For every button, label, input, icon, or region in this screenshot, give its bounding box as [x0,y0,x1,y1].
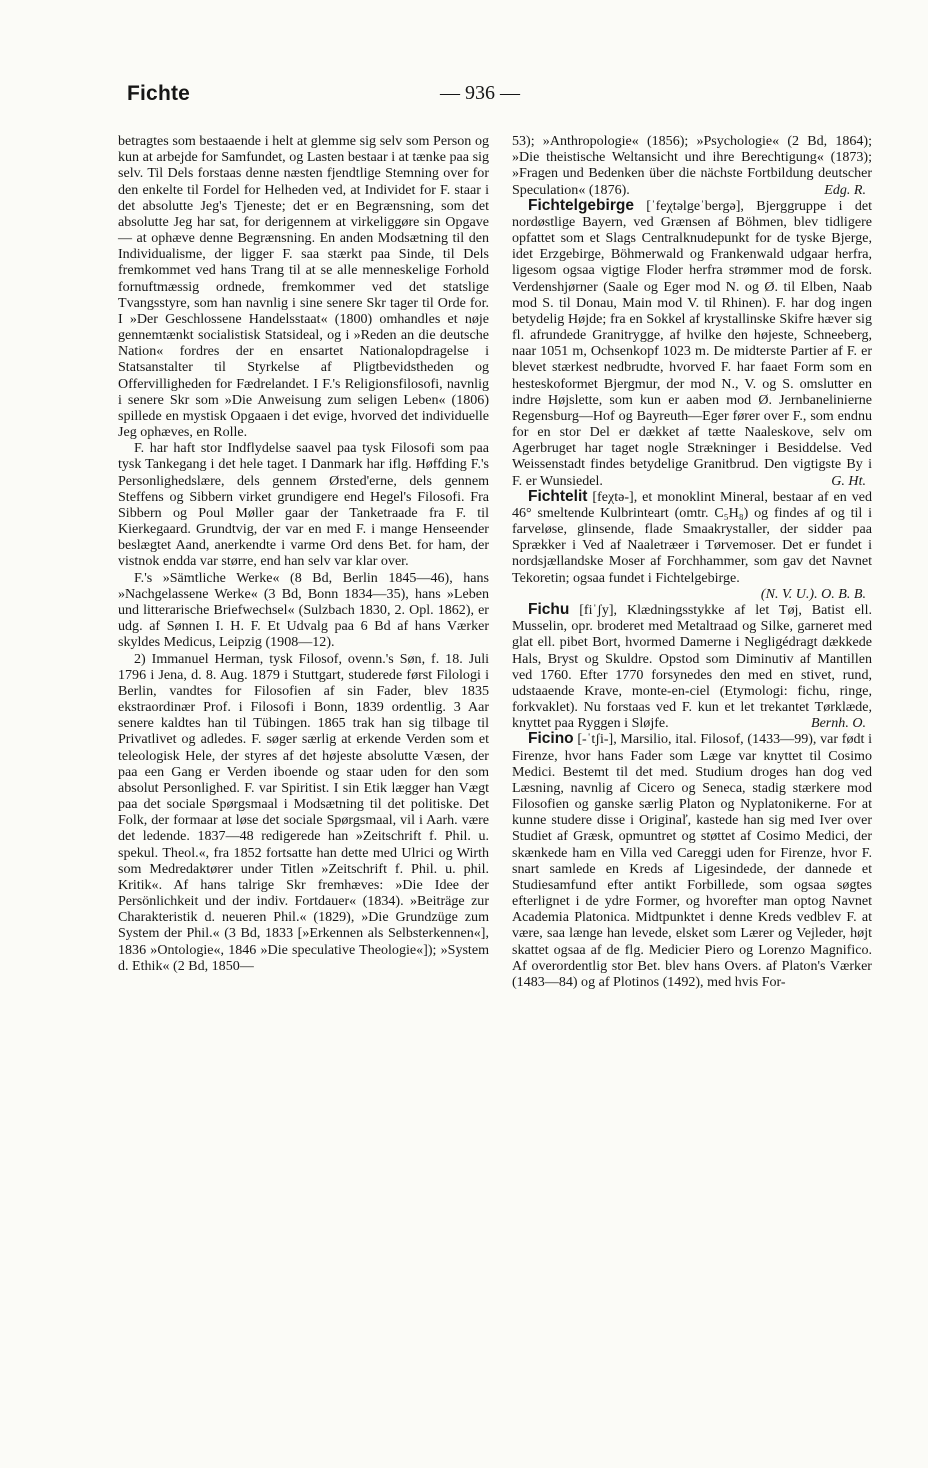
entry-fichu [512,602,872,731]
author-signature: Bernh. O. [810,715,866,732]
paragraph: betragtes som bestaaende i helt at glemme sig selv som Person og kun at arbejde for Samfundet, og Lasten bestaar i at tænke paa sig selv. Til Dels forstaas denne næsten fjendtlige Stemning over for den enkelte til Fordel for Helheden ved, at Individet for F. staar i det absolutte Jeg's Tjeneste; det er en Begrænsning, som det absolutte Jeg har sat, for derigennem at virkeliggøre sin Opgave — at ophæve denne Begrænsning. En anden Modsætning til den Individualisme, der ligger F. saa stærkt paa Sinde, til Dels fremkommet ved hans Trang til at se alle menneskelige Forhold fornuftmæssig ordnede, fremkommer ved det statslige Tvangsstyre, som han navnlig i sine senere Skr tager til Orde for. I »Der Geschlossene Handelsstaat« (1800) omhandles et nøje gennemtænkt socialistisk Statsideal, og i »Reden an die deutsche Nation« fordres der en ensartet Nationalopdragelse i Statsanstalter til Styrkelse af Pligtbevidstheden og Offervilligheden for Fædrelandet. I F.'s Religionsfilosofi, navnlig i senere Skr som »Die Anweisung zum seligen Leben« (1806) spillede en mystisk Opgaaen i det evige, hvorved det individuelle Jeg ophæves, en Rolle. [118,133,489,441]
paragraph-text: 53); »Anthropologie« (1856); »Psychologie« (2 Bd, 1864); »Die theistische Weltansicht und ihre Berechtigung« (1873); »Fragen und Bedenken über die nächste Fortbildung deutscher Speculation« (1876). [512,133,872,198]
entry-text: [-ˈtʃi-], Marsilio, ital. Filosof, (1433—99), var født i Firenze, hvor hans Fader som Læge var knyttet til Cosimo Medici. Bestemt til det med. Studium droges han dog ved Læsning, navnlig af Cicero og Seneca, stadig stærkere mod Filosofien og ganske særlig Platon og Nyplatonikerne. For at kunne studere disse i Originaľ, kastede han sig med Iver over Studiet af Græsk, opmuntret og støttet af Cosimo Medici, der skænkede ham en Villa ved Careggi uden for Firenze, hvor F. snart samlede en Kreds af Ligesindede, der dannede et Studiesamfund efter antikt Forbillede, som ogsaa søgtes efterlignet i de ydre Former, og hvorefter man optog Navnet Academia Platonica. Midtpunktet i denne Kreds vedblev F. at være, saa længe han levede, elsket som Lærer og Vejleder, højt skattet ogsaa af de flg. Medicier Piero og Lorenzo Magnifico. Af overordentlig stor Bet. blev hans Overs. af Platon's Værker (1483—84) og af Plotinos (1492), med hvis For- [512,731,872,990]
paragraph: F. har haft stor Indflydelse saavel paa tysk Filosofi som paa tysk Tankegang i det hele taget. I Danmark har iflg. Høffding F.'s Personlighedslære, dels gennem Ørsted'erne, dels gennem Steffens og Sibbern virket grundigere end Hegel's Filosofi. Fra Sibbern og Poul Møller gaar der Tanketraade fra F. til Kierkegaard. Grundtvig, der var en med F. i mange Henseender beslægtet Aand, anerkendte i varme Ord dens Bet. for ham, der vistnok endda var større, end han selv var klar over. [118,440,489,570]
entry-fichtelgebirge [512,198,872,489]
page-number: — 936 — [440,82,520,104]
entry-fichtelit [512,489,872,586]
right-column [512,133,872,990]
entry-headword: Fichu [528,600,570,618]
running-head: Fichte [127,82,191,105]
entry-headword: Ficino [528,730,574,748]
author-signature: G. Ht. [831,472,866,489]
left-column [118,133,489,974]
author-signature: (N. V. U.). O. B. B. [760,585,866,602]
entry-headword: Fichtelit [528,487,588,505]
entry-text: [feχtə-], et monoklint Mineral, bestaar af en ved 46° smeltende Kulbrinteart (omtr. C₅H₈) og findes af og til i farveløse, glinsende, flade Smaakrystaller, der sidder paa Sprækker i Ved af Naaletræer i Tørvemoser. Det er fundet i nordsjællandske Moser af Forchhammer, som gav det Navnet Tekoretin; ogsaa fundet i Fichtelgebirge. [512,488,872,586]
entry-text: [fiˈʃy], Klædningsstykke af let Tøj, Batist ell. Musselin, opr. broderet med Metaltraad og Silke, garneret med glat ell. pibet Bort, hvormed Damerne i Negligédragt dækkede Hals, Bryst og Skuldre. Opstod som Diminutiv af Mantillen ved 1760. Efter 1770 forsynedes den med en stivet, rund, udstaaende Krave, monte-en-ciel (Etymologi: fichu, ringe, forkvaklet). Nu forstaas ved F. kun et let trekantet Tørklæde, knyttet paa Ryggen i Sløjfe. [512,601,872,732]
entry-headword: Fichtelgebirge [528,196,634,214]
entry-ficino [512,731,872,990]
paragraph: 2) Immanuel Herman, tysk Filosof, ovenn.'s Søn, f. 18. Juli 1796 i Jena, d. 8. Aug. 1879 i Stuttgart, studerede først Filologi i Berlin, vandtes for Filosofien af sin Fader, blev 1835 ekstraordinær Prof. i Filosofi i Bonn, 1839 ordentlig. 3 Aar senere kaldtes han til Tübingen. 1865 trak han sig tilbage til Privatlivet og adledes. F. søger særlig at erkende Verden som et teleologisk Hele, der styres af det højeste absolutte Væsen, der paa een Gang er Verden iboende og staar uden for den som absolut Personlighed. F. var Spiritist. I sin Etik lægger han Vægt paa det sociale Spørgsmaal i Modsætning til det politiske. Det Folk, der formaar at løse det sociale Spørgsmaal, vil i Aarh. være det ledende. 1837—48 redigerede han »Zeitschrift f. Phil. u. spekul. Theol.«, fra 1852 fortsatte han dette med Ulrici og Wirth som Medredaktører under Titlen »Zeitschrift f. Phil. u. phil. Kritik«. Af hans talrige Skr fremhæves: »Die Idee der Persönlichkeit und der indiv. Fortdauer« (1834). »Beiträge zur Charakteristik d. neueren Phil.« (1829), »Die Grundzüge zum System der Phil.« (3 Bd, 1833 [»Erkennen als Selbsterkennen«], 1836 »Ontologie«, 1846 »Die speculative Theologie«]); »System d. Ethik« (2 Bd, 1850— [118,650,489,974]
author-signature: Edg. R. [824,181,866,198]
paragraph [512,133,872,198]
paragraph: F.'s »Sämtliche Werke« (8 Bd, Berlin 1845—46), hans »Nachgelassene Werke« (3 Bd, Bonn 1834—35), hans »Leben und litterarische Briefwechsel« (Sulzbach 1830, 2. Opl. 1862), er udg. af Sønnen I. H. F. Et Udvalg paa 6 Bd af hans Værker skyldes Medicus, Leipzig (1908—12). [118,569,489,651]
entry-text: [ˈfeχtəlgeˈbergə], Bjerggruppe i det nordøstlige Bayern, ved Grænsen af Böhmen, blev tidligere opfattet som et Slags Centralknudepunkt for de tyske Bjerge, idet Erzgebirge, Böhmerwald og Frankenwald udgaar herfra, ligesom ogsaa vigtige Floder herfra strømmer mod de forsk. Verdenshjørner (Saale og Eger mod N. og Ø. til Elben, Naab mod S. til Donau, Main mod V. til Rhinen). F. har dog ingen betydelig Højde; fra en Sokkel af krystallinske Skifre hæver sig fl. afrundede Granitrygge, af hvilke den højeste, Schneeberg, naar 1051 m, Ochsenkopf 1023 m. De midterste Partier af F. er blevet stærkest nedbrudte, hvorved F. har faaet Form som en hesteskoformet Bjergmur, der mod N., V. og S. omslutter en indre Højslette, som kun er aaben mod Ø. Jernbanelinierne Regensburg—Hof og Bayreuth—Eger fører over F., som endnu for en stor Del er dækket af tætte Naaleskove, selv om Agerbruget har taget nogle Strækninger i Besiddelse. Ved Weissenstadt findes betydelige Granitbrud. Den vigtigste By i F. er Wunsiedel. [512,197,872,489]
